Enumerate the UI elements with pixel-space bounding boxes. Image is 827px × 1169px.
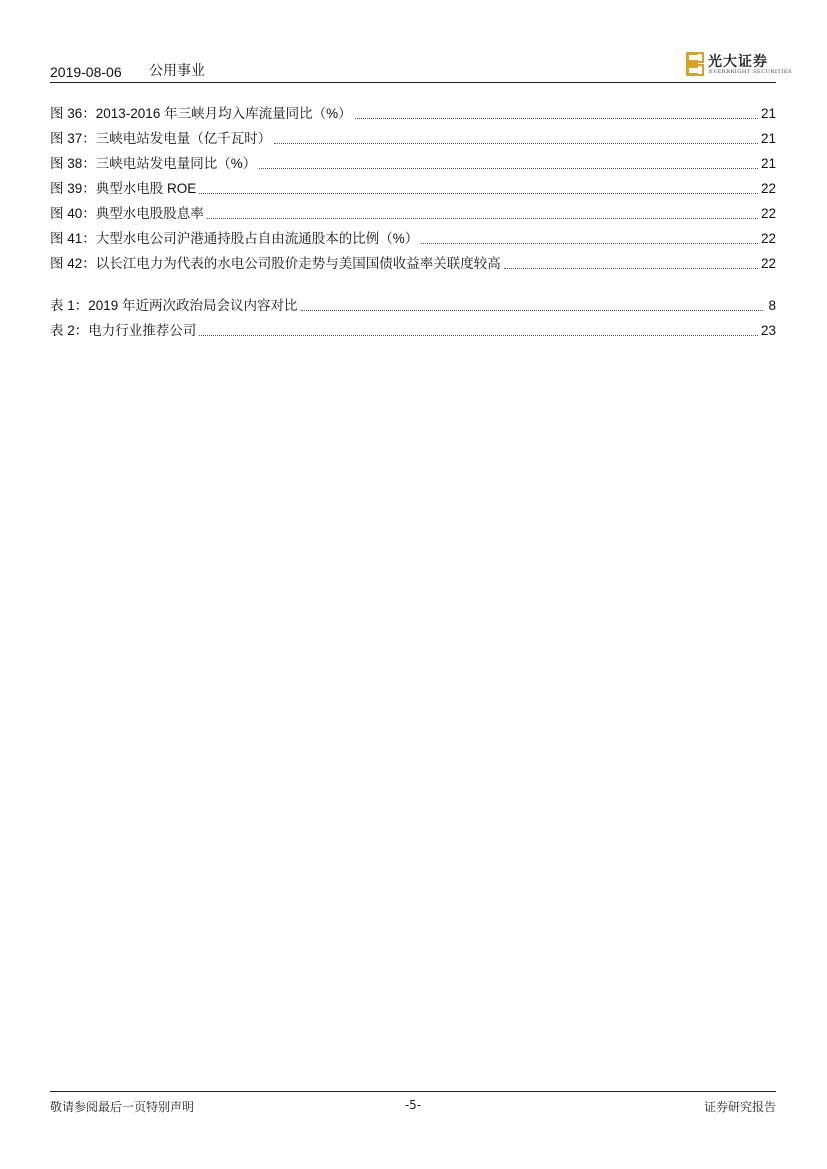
dot-leader <box>199 192 758 194</box>
toc-entry-page: 21 <box>760 131 776 146</box>
dot-leader <box>421 242 758 244</box>
dot-leader <box>301 309 763 311</box>
toc-entry-figure-41[interactable] <box>50 226 776 251</box>
footer-disclaimer: 敬请参阅最后一页特别声明 <box>50 1100 195 1114</box>
toc-entry-label: 图 41：大型水电公司沪港通持股占自由流通股本的比例（%） <box>50 231 419 246</box>
footer-page-number: -5- <box>404 1098 422 1112</box>
toc-entry-label: 表 1：2019 年近两次政治局会议内容对比 <box>50 298 298 313</box>
dot-leader <box>274 142 758 144</box>
toc-entry-page: 21 <box>760 156 776 171</box>
dot-leader <box>259 167 758 169</box>
toc-entry-page: 22 <box>760 256 776 271</box>
page-footer <box>50 1091 776 1116</box>
logo-name-en: EVERBRIGHT SECURITIES <box>709 69 793 75</box>
footer-doc-type: 证券研究报告 <box>703 1100 776 1114</box>
toc-entry-figure-40[interactable] <box>50 201 776 226</box>
toc-entry-page: 22 <box>760 206 776 221</box>
toc-entry-label: 图 39：典型水电股 ROE <box>50 181 197 196</box>
everbright-logo-icon <box>686 52 706 76</box>
toc-entry-label: 图 36：2013-2016 年三峡月均入库流量同比（%） <box>50 106 352 121</box>
sector-name: 公用事业 <box>149 62 205 78</box>
company-logo <box>686 50 793 78</box>
toc-entry-label: 表 2：电力行业推荐公司 <box>50 323 197 338</box>
toc-entry-page: 22 <box>760 231 776 246</box>
dot-leader <box>355 117 758 119</box>
toc-entry-page: 22 <box>760 181 776 196</box>
toc-entry-label: 图 37：三峡电站发电量（亿千瓦时） <box>50 131 272 146</box>
toc-entry-figure-36[interactable] <box>50 101 776 126</box>
toc-entry-label: 图 38：三峡电站发电量同比（%） <box>50 156 257 171</box>
table-of-contents <box>50 101 776 343</box>
section-gap <box>50 276 776 293</box>
toc-entry-table-2[interactable] <box>50 318 776 343</box>
toc-entry-label: 图 42：以长江电力为代表的水电公司股价走势与美国国债收益率关联度较高 <box>50 256 501 271</box>
dot-leader <box>504 267 758 269</box>
report-date: 2019-08-06 <box>50 64 122 80</box>
toc-entry-table-1[interactable] <box>50 293 776 318</box>
toc-entry-figure-37[interactable] <box>50 126 776 151</box>
logo-name-cn: 光大证券 <box>708 54 768 70</box>
toc-entry-page: 23 <box>760 323 776 338</box>
toc-entry-label: 图 40：典型水电股股息率 <box>50 206 204 221</box>
page-header <box>50 48 793 83</box>
toc-entry-figure-39[interactable] <box>50 176 776 201</box>
toc-entry-page: 8 <box>768 298 776 313</box>
toc-entry-figure-42[interactable] <box>50 251 776 276</box>
dot-leader <box>199 334 758 336</box>
toc-entry-page: 21 <box>760 106 776 121</box>
toc-entry-figure-38[interactable] <box>50 151 776 176</box>
dot-leader <box>207 217 758 219</box>
